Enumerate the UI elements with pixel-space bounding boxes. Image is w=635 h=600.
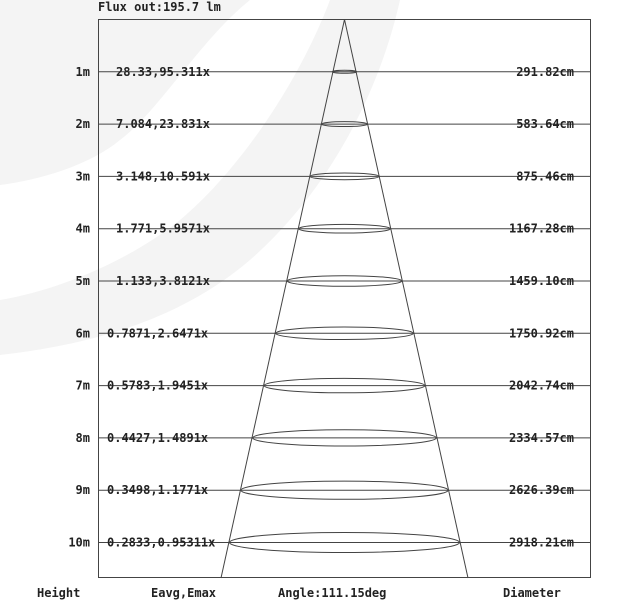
row-illuminance-value: 3.148,10.591x bbox=[116, 169, 210, 184]
row-diameter-value: 1750.92cm bbox=[508, 326, 574, 341]
row-diameter-value: 2918.21cm bbox=[508, 535, 574, 550]
row-height-label: 7m bbox=[75, 378, 90, 393]
row-height-label: 9m bbox=[75, 483, 90, 498]
row-illuminance-value: 0.2833,0.95311x bbox=[107, 535, 216, 550]
beam-edge-right bbox=[345, 20, 469, 579]
beam-angle-label: Angle:111.15deg bbox=[278, 586, 387, 600]
row-height-label: 10m bbox=[68, 535, 90, 550]
row-height-label: 2m bbox=[75, 117, 90, 132]
row-diameter-value: 583.64cm bbox=[516, 117, 574, 132]
row-illuminance-value: 1.771,5.9571x bbox=[116, 221, 210, 236]
row-diameter-value: 2334.57cm bbox=[508, 430, 574, 445]
row-height-label: 4m bbox=[75, 221, 90, 236]
row-diameter-value: 291.82cm bbox=[516, 64, 574, 79]
row-height-label: 5m bbox=[75, 274, 90, 288]
row-diameter-value: 2042.74cm bbox=[508, 378, 574, 393]
row-illuminance-value: 1.133,3.8121x bbox=[116, 274, 210, 288]
row-diameter-value: 875.46cm bbox=[516, 169, 574, 184]
row-illuminance-value: 28.33,95.311x bbox=[116, 64, 210, 79]
row-diameter-value: 2626.39cm bbox=[508, 483, 574, 498]
row-illuminance-value: 0.3498,1.1771x bbox=[107, 483, 209, 498]
row-illuminance-value: 0.4427,1.4891x bbox=[107, 430, 209, 445]
row-diameter-value: 1167.28cm bbox=[508, 221, 574, 236]
row-height-label: 8m bbox=[75, 430, 90, 445]
height-column-label: Height bbox=[37, 586, 81, 600]
lux-column-label: Eavg,Emax bbox=[151, 586, 217, 600]
footer bbox=[37, 586, 561, 600]
diameter-column-label: Diameter bbox=[503, 586, 561, 600]
row-illuminance-value: 0.5783,1.9451x bbox=[107, 378, 209, 393]
row-height-label: 6m bbox=[75, 326, 90, 341]
row-diameter-value: 1459.10cm bbox=[508, 274, 574, 288]
flux-output-label: Flux out:195.7 lm bbox=[98, 0, 221, 14]
row-illuminance-value: 7.084,23.831x bbox=[116, 117, 210, 132]
row-height-label: 3m bbox=[75, 169, 90, 184]
row-height-label: 1m bbox=[75, 64, 90, 79]
row-illuminance-value: 0.7871,2.6471x bbox=[107, 326, 209, 341]
